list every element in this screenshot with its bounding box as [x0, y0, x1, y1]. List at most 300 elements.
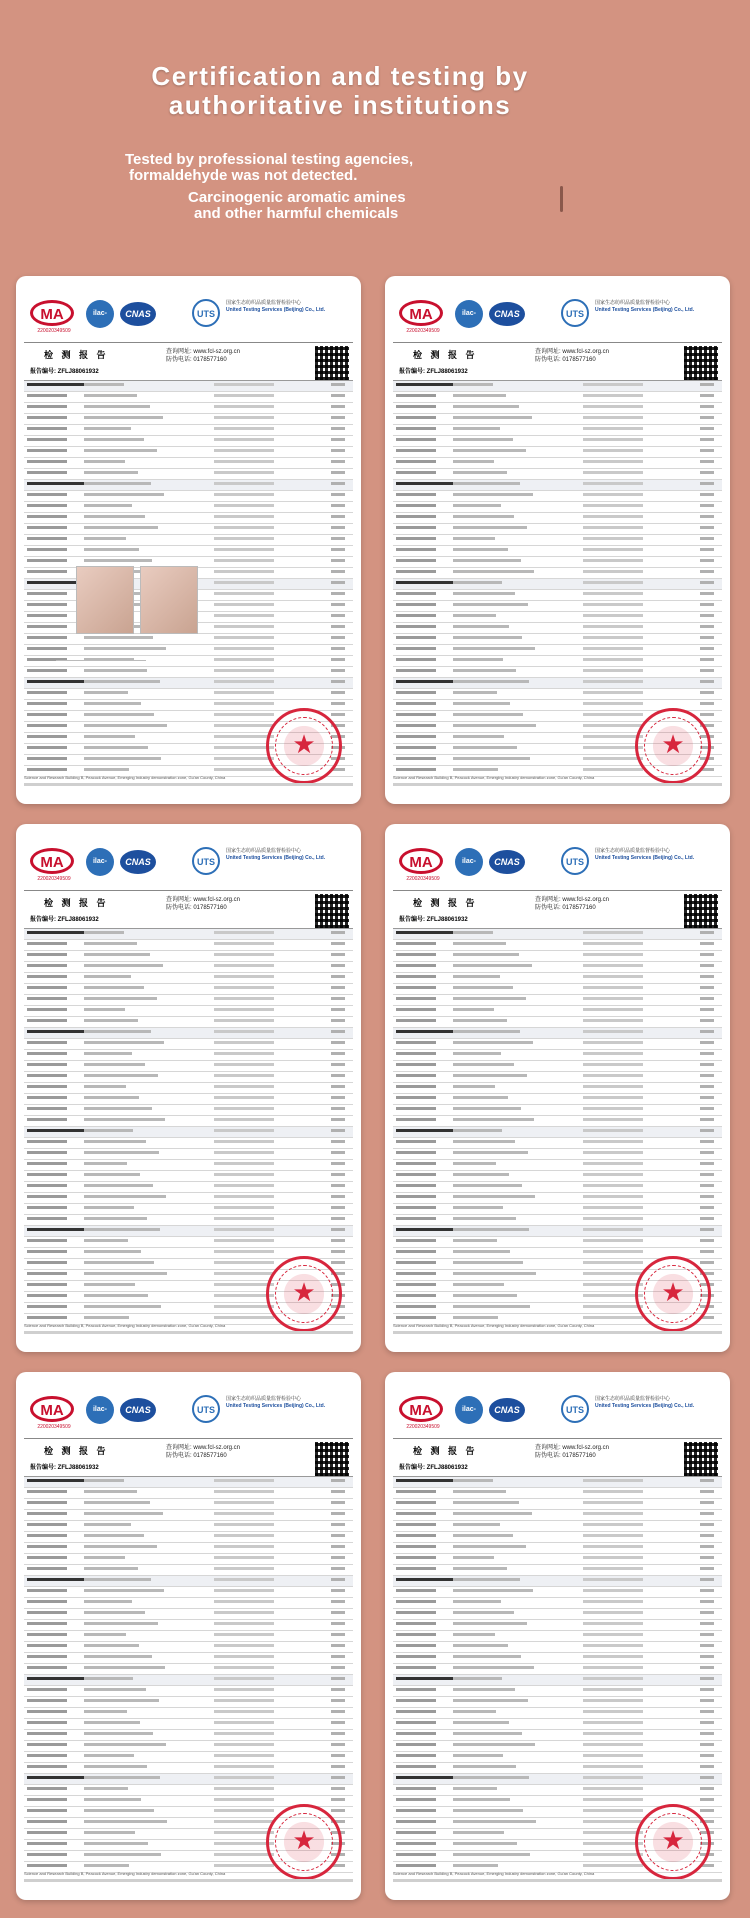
- table-row: [393, 1565, 722, 1576]
- table-cell: [453, 1052, 501, 1055]
- table-cell: [27, 1743, 67, 1746]
- table-row: [24, 1521, 353, 1532]
- table-cell: [331, 680, 345, 683]
- sample-photo-b: [140, 566, 198, 634]
- table-cell: [700, 1556, 714, 1559]
- table-cell: [27, 975, 67, 978]
- table-cell: [214, 1063, 274, 1066]
- table-cell: [214, 1831, 274, 1834]
- table-cell: [27, 964, 67, 967]
- table-cell: [453, 1864, 498, 1867]
- table-cell: [84, 1589, 164, 1592]
- footer-line: [24, 1331, 353, 1334]
- table-row: [393, 645, 722, 656]
- table-cell: [84, 1721, 140, 1724]
- table-cell: [214, 1239, 274, 1242]
- table-cell: [214, 1809, 274, 1812]
- table-cell: [331, 1250, 345, 1253]
- table-cell: [84, 768, 129, 771]
- table-cell: [396, 1622, 436, 1625]
- table-cell: [583, 1545, 643, 1548]
- table-row: [24, 1061, 353, 1072]
- table-cell: [214, 1776, 274, 1779]
- table-cell: [214, 1732, 274, 1735]
- table-cell: [396, 515, 436, 518]
- table-row: [393, 973, 722, 984]
- table-cell: [453, 1633, 495, 1636]
- table-cell: [84, 1217, 147, 1220]
- footer-line: [24, 783, 353, 786]
- table-cell: [583, 669, 643, 672]
- table-cell: [396, 1798, 436, 1801]
- table-cell: [331, 570, 345, 573]
- table-cell: [331, 1798, 345, 1801]
- table-cell: [331, 493, 345, 496]
- table-row: [24, 1204, 353, 1215]
- table-cell: [700, 1501, 714, 1504]
- table-cell: [583, 1798, 643, 1801]
- certification-logos: [30, 844, 347, 886]
- table-cell: [583, 1085, 643, 1088]
- table-cell: [453, 427, 500, 430]
- table-cell: [27, 1052, 67, 1055]
- table-row: [393, 1576, 722, 1587]
- table-cell: [27, 559, 67, 562]
- table-cell: [583, 1041, 643, 1044]
- table-cell: [700, 1754, 714, 1757]
- table-cell: [331, 669, 345, 672]
- ma-logo-icon: MA: [399, 1396, 443, 1422]
- table-cell: [700, 394, 714, 397]
- table-cell: [214, 746, 274, 749]
- ma-logo-icon: MA: [30, 300, 74, 326]
- table-row: [393, 1226, 722, 1237]
- report-title: 检 测 报 告: [413, 1446, 478, 1456]
- table-row: [24, 1499, 353, 1510]
- table-cell: [583, 1162, 643, 1165]
- table-cell: [700, 1787, 714, 1790]
- table-cell: [84, 1809, 154, 1812]
- table-cell: [84, 537, 126, 540]
- table-row: [24, 403, 353, 414]
- table-cell: [453, 1831, 504, 1834]
- table-cell: [27, 603, 67, 606]
- table-row: [393, 940, 722, 951]
- table-cell: [331, 1622, 345, 1625]
- table-cell: [84, 975, 131, 978]
- table-cell: [27, 614, 67, 617]
- table-row: [393, 689, 722, 700]
- table-cell: [583, 405, 643, 408]
- report-phone: 防伪电话: 0178577160: [166, 905, 227, 911]
- table-cell: [214, 515, 274, 518]
- table-cell: [453, 1776, 529, 1779]
- table-cell: [214, 1534, 274, 1537]
- table-row: [24, 1774, 353, 1785]
- table-cell: [84, 504, 132, 507]
- table-cell: [396, 1512, 436, 1515]
- table-cell: [331, 394, 345, 397]
- table-row: [393, 1083, 722, 1094]
- table-cell: [331, 1019, 345, 1022]
- table-cell: [331, 1261, 345, 1264]
- table-cell: [214, 713, 274, 716]
- table-cell: [331, 427, 345, 430]
- table-cell: [331, 1501, 345, 1504]
- table-cell: [583, 1633, 643, 1636]
- table-cell: [27, 1294, 67, 1297]
- table-cell: [214, 548, 274, 551]
- table-cell: [396, 449, 436, 452]
- table-cell: [453, 1611, 514, 1614]
- table-cell: [84, 449, 157, 452]
- table-cell: [583, 603, 643, 606]
- table-cell: [700, 581, 714, 584]
- table-row: [393, 951, 722, 962]
- table-cell: [84, 1501, 150, 1504]
- table-cell: [214, 1666, 274, 1669]
- hero-text-line2: formaldehyde was not detected.: [129, 167, 358, 184]
- table-cell: [396, 1261, 436, 1264]
- table-cell: [453, 1217, 516, 1220]
- table-cell: [84, 1085, 126, 1088]
- table-cell: [214, 1765, 274, 1768]
- table-cell: [453, 1063, 514, 1066]
- table-cell: [214, 449, 274, 452]
- table-cell: [331, 625, 345, 628]
- footer-address: Science and Research Building B, Peacock Avenue, Emerging Industry demonstration zone, Gu'an County, China: [393, 1871, 595, 1876]
- table-cell: [214, 1798, 274, 1801]
- report-card-5: [16, 1372, 361, 1900]
- table-cell: [331, 691, 345, 694]
- table-row: [24, 1039, 353, 1050]
- table-cell: [396, 669, 436, 672]
- table-row: [24, 1072, 353, 1083]
- table-cell: [700, 1512, 714, 1515]
- table-cell: [331, 438, 345, 441]
- table-cell: [453, 1567, 507, 1570]
- table-row: [24, 940, 353, 951]
- table-row: [24, 458, 353, 469]
- table-row: [393, 1598, 722, 1609]
- table-cell: [396, 1283, 436, 1286]
- table-row: [24, 1752, 353, 1763]
- table-row: [393, 425, 722, 436]
- table-cell: [214, 1118, 274, 1121]
- table-cell: [84, 460, 125, 463]
- table-cell: [453, 394, 506, 397]
- table-cell: [700, 942, 714, 945]
- table-cell: [396, 1600, 436, 1603]
- table-cell: [453, 1798, 510, 1801]
- table-cell: [84, 548, 139, 551]
- table-cell: [453, 1162, 496, 1165]
- table-cell: [27, 1633, 67, 1636]
- table-cell: [331, 592, 345, 595]
- table-cell: [583, 1501, 643, 1504]
- report-phone: 防伪电话: 0178577160: [535, 1453, 596, 1459]
- table-cell: [331, 1217, 345, 1220]
- table-cell: [331, 1677, 345, 1680]
- table-row: [24, 1083, 353, 1094]
- table-row: [24, 1587, 353, 1598]
- report-card-4: [385, 824, 730, 1352]
- table-row: [24, 1182, 353, 1193]
- table-cell: [27, 526, 67, 529]
- table-cell: [214, 1217, 274, 1220]
- table-cell: [331, 713, 345, 716]
- table-cell: [700, 1721, 714, 1724]
- organization-name-cn: 国家生态纺织品质量监督检验中心: [595, 1396, 671, 1402]
- table-cell: [214, 1743, 274, 1746]
- table-cell: [331, 504, 345, 507]
- qr-code-icon: [315, 894, 349, 928]
- table-cell: [331, 636, 345, 639]
- table-cell: [583, 964, 643, 967]
- table-cell: [331, 1523, 345, 1526]
- table-cell: [700, 482, 714, 485]
- table-cell: [331, 1655, 345, 1658]
- table-cell: [700, 537, 714, 540]
- table-cell: [396, 1195, 436, 1198]
- table-cell: [84, 986, 144, 989]
- table-cell: [214, 986, 274, 989]
- table-cell: [453, 1721, 509, 1724]
- table-cell: [583, 724, 643, 727]
- table-cell: [396, 1206, 436, 1209]
- table-cell: [583, 1107, 643, 1110]
- ma-code: 220020349509: [37, 876, 71, 882]
- table-cell: [583, 1578, 643, 1581]
- table-row: [24, 1532, 353, 1543]
- table-cell: [84, 1699, 159, 1702]
- table-cell: [214, 482, 274, 485]
- table-cell: [700, 1118, 714, 1121]
- table-cell: [27, 986, 67, 989]
- table-cell: [453, 1622, 527, 1625]
- table-cell: [700, 636, 714, 639]
- table-cell: [27, 1523, 67, 1526]
- table-cell: [396, 1173, 436, 1176]
- table-cell: [27, 1853, 67, 1856]
- table-cell: [331, 1173, 345, 1176]
- header-divider: [393, 1438, 722, 1439]
- table-cell: [583, 1721, 643, 1724]
- table-row: [24, 1653, 353, 1664]
- table-row: [24, 689, 353, 700]
- report-number: 报告编号: ZFLJ88061932: [399, 369, 468, 375]
- report-verify-info: [166, 896, 240, 912]
- table-cell: [396, 691, 436, 694]
- report-verify-info: [166, 1444, 240, 1460]
- ma-code: 220020349509: [37, 1424, 71, 1430]
- table-cell: [583, 1831, 643, 1834]
- table-cell: [583, 1118, 643, 1121]
- table-cell: [453, 1556, 494, 1559]
- table-row: [393, 392, 722, 403]
- table-cell: [396, 953, 436, 956]
- report-verify-info: [166, 348, 240, 364]
- uts-logo-icon: UTS: [561, 1395, 589, 1423]
- table-row: [393, 1510, 722, 1521]
- table-cell: [84, 526, 158, 529]
- table-cell: [453, 1644, 508, 1647]
- table-cell: [27, 1567, 67, 1570]
- report-table: [24, 928, 353, 1299]
- report-table: [393, 1476, 722, 1847]
- table-cell: [583, 1534, 643, 1537]
- table-cell: [583, 1206, 643, 1209]
- table-cell: [583, 746, 643, 749]
- table-cell: [583, 1556, 643, 1559]
- table-row: [24, 546, 353, 557]
- table-cell: [396, 1239, 436, 1242]
- table-cell: [583, 614, 643, 617]
- table-cell: [583, 997, 643, 1000]
- table-cell: [583, 493, 643, 496]
- table-cell: [700, 1206, 714, 1209]
- table-row: [24, 381, 353, 392]
- ma-logo-icon: MA: [30, 848, 74, 874]
- table-cell: [700, 1107, 714, 1110]
- table-row: [24, 1741, 353, 1752]
- table-cell: [331, 1184, 345, 1187]
- table-cell: [583, 680, 643, 683]
- table-cell: [396, 592, 436, 595]
- organization-name: [226, 1396, 351, 1410]
- table-cell: [583, 482, 643, 485]
- table-cell: [700, 1765, 714, 1768]
- table-cell: [453, 735, 504, 738]
- table-row: [393, 1686, 722, 1697]
- table-cell: [396, 1721, 436, 1724]
- table-cell: [453, 1173, 509, 1176]
- table-cell: [583, 1063, 643, 1066]
- seal-star-icon: ★: [661, 729, 685, 759]
- table-cell: [583, 713, 643, 716]
- table-cell: [27, 757, 67, 760]
- table-cell: [27, 1644, 67, 1647]
- table-row: [393, 667, 722, 678]
- table-cell: [27, 1688, 67, 1691]
- table-cell: [396, 1754, 436, 1757]
- hero-text-line1: Tested by professional testing agencies,: [125, 151, 414, 168]
- table-row: [24, 678, 353, 689]
- table-cell: [583, 449, 643, 452]
- table-cell: [214, 1853, 274, 1856]
- table-cell: [331, 1567, 345, 1570]
- table-cell: [700, 526, 714, 529]
- table-cell: [700, 1019, 714, 1022]
- table-cell: [453, 1151, 528, 1154]
- table-cell: [84, 1107, 152, 1110]
- table-row: [393, 1127, 722, 1138]
- table-cell: [453, 1096, 508, 1099]
- table-cell: [583, 1589, 643, 1592]
- table-cell: [84, 1644, 139, 1647]
- table-cell: [700, 931, 714, 934]
- table-cell: [27, 997, 67, 1000]
- ma-code: 220020349509: [406, 1424, 440, 1430]
- table-cell: [331, 1765, 345, 1768]
- report-website: 查询网址: www.fcl-sz.org.cn: [535, 897, 610, 903]
- table-cell: [27, 768, 67, 771]
- table-cell: [331, 1206, 345, 1209]
- table-cell: [214, 1578, 274, 1581]
- report-website: 查询网址: www.fcl-sz.org.cn: [535, 1445, 610, 1451]
- table-row: [24, 1620, 353, 1631]
- table-cell: [27, 1501, 67, 1504]
- table-cell: [453, 724, 536, 727]
- report-number: 报告编号: ZFLJ88061932: [30, 1465, 99, 1471]
- table-cell: [453, 1666, 534, 1669]
- table-row: [393, 1094, 722, 1105]
- table-row: [393, 1719, 722, 1730]
- table-cell: [396, 1074, 436, 1077]
- table-row: [24, 425, 353, 436]
- table-cell: [84, 1228, 160, 1231]
- table-cell: [453, 1754, 503, 1757]
- table-cell: [84, 1820, 167, 1823]
- table-cell: [453, 1294, 517, 1297]
- table-cell: [453, 1589, 533, 1592]
- table-cell: [700, 658, 714, 661]
- table-cell: [331, 405, 345, 408]
- table-cell: [396, 405, 436, 408]
- table-row: [393, 403, 722, 414]
- table-cell: [214, 1699, 274, 1702]
- table-cell: [396, 975, 436, 978]
- certification-logos: [30, 296, 347, 338]
- table-cell: [583, 1809, 643, 1812]
- table-cell: [453, 658, 503, 661]
- table-row: [24, 491, 353, 502]
- table-cell: [396, 548, 436, 551]
- table-cell: [331, 1228, 345, 1231]
- table-cell: [214, 1600, 274, 1603]
- table-cell: [453, 1490, 506, 1493]
- table-cell: [27, 942, 67, 945]
- table-cell: [214, 559, 274, 562]
- table-cell: [583, 1666, 643, 1669]
- table-cell: [396, 1699, 436, 1702]
- table-cell: [583, 394, 643, 397]
- table-cell: [453, 1085, 495, 1088]
- table-cell: [453, 537, 495, 540]
- table-row: [24, 1127, 353, 1138]
- table-cell: [396, 1151, 436, 1154]
- table-cell: [214, 438, 274, 441]
- table-cell: [700, 713, 714, 716]
- table-cell: [27, 1041, 67, 1044]
- table-cell: [214, 636, 274, 639]
- table-cell: [453, 405, 519, 408]
- table-cell: [396, 559, 436, 562]
- report-title: 检 测 报 告: [44, 350, 109, 360]
- table-cell: [396, 1501, 436, 1504]
- table-row: [24, 1017, 353, 1028]
- report-website: 查询网址: www.fcl-sz.org.cn: [535, 349, 610, 355]
- table-cell: [214, 570, 274, 573]
- table-cell: [700, 964, 714, 967]
- table-cell: [331, 1085, 345, 1088]
- table-cell: [84, 1710, 127, 1713]
- hero-title-line2: authoritative institutions: [168, 90, 512, 120]
- table-cell: [453, 669, 516, 672]
- table-cell: [84, 559, 152, 562]
- table-cell: [84, 964, 163, 967]
- table-cell: [453, 647, 535, 650]
